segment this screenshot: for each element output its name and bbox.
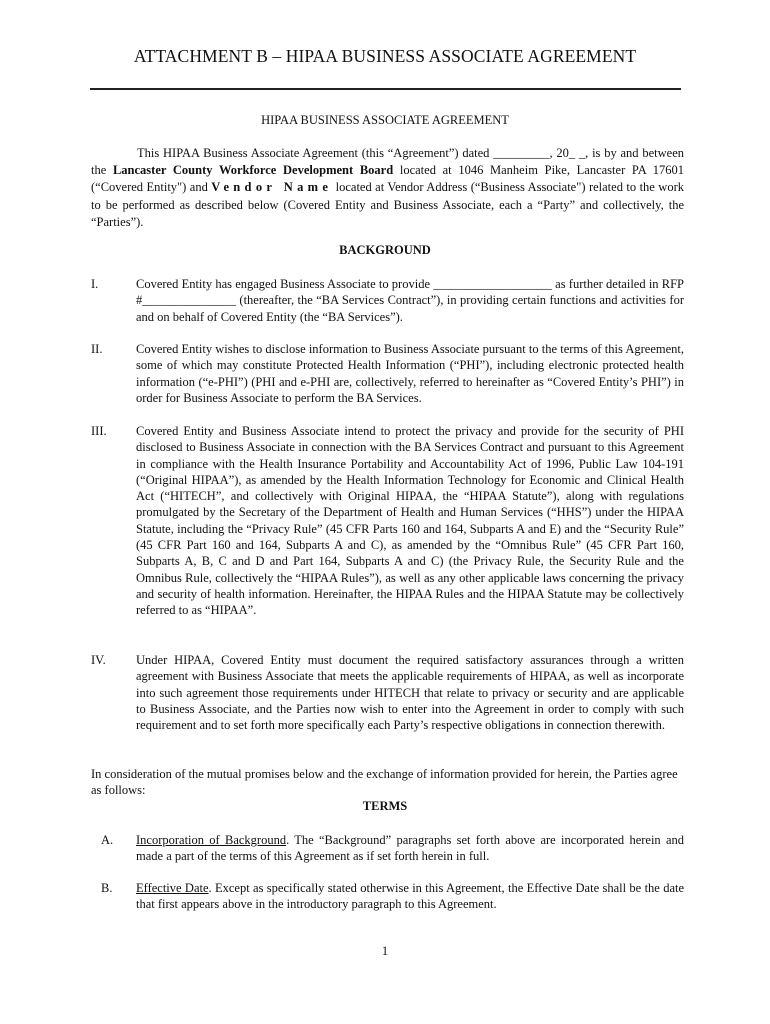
background-item [91,652,684,733]
intro-part2: located at 1046 Manheim Pike, Lancaster PA 17601 (“Covered Entity") and [91,163,684,195]
background-item-number: I. [91,277,99,291]
terms-item [91,832,684,865]
terms-item-text [136,880,684,913]
terms-item-title: Incorporation of Background [136,833,287,847]
covered-entity-name: Lancaster County Workforce Development Board [112,163,394,178]
page-number: 1 [381,944,389,958]
background-heading: BACKGROUND [339,243,431,257]
background-item-number: II. [91,342,103,356]
background-item-number: IV. [91,653,106,667]
background-item-text: Covered Entity has engaged Business Associate to provide ___________________ as further detailed in RFP #_______________ (thereafter, the “BA Services Contract”), in providing certain functions and activities for and on behalf of Covered Entity (the “BA Services”). [136,277,684,324]
consideration-paragraph: In consideration of the mutual promises below and the exchange of information provided for herein, the Parties agree as follows: [91,767,678,798]
terms-item-body: . Except as specifically stated otherwise in this Agreement, the Effective Date shall be the date that first appears above in the introductory paragraph to this Agreement. [136,881,685,912]
document-title: HIPAA BUSINESS ASSOCIATE AGREEMENT [261,113,509,127]
terms-item-text [136,832,684,865]
background-item-text: Covered Entity wishes to disclose information to Business Associate pursuant to the terms of this Agreement, some of which may constitute Protected Health Information (“PHI”), including electronic protected health information (“e-PHI”) (PHI and e-PHI are, collectively, referred to hereinafter as “Covered Entity’s PHI”) in order for Business Associate to perform the BA Services. [136,342,684,405]
attachment-title: ATTACHMENT B – HIPAA BUSINESS ASSOCIATE AGREEMENT [133,46,637,66]
intro-part1: This HIPAA Business Associate Agreement (this “Agreement”) dated _________, 20_ _, is by and between the [91,146,684,178]
background-item [91,341,684,406]
vendor-name: Vendor Name [211,180,333,195]
background-item [91,423,684,619]
intro-part3: located at Vendor Address (“Business Associate") related to the work to be performed as described below (Covered Entity and Business Associate, each a “Party” and collectively, the “Parties”). [91,180,684,229]
background-item-number: III. [91,424,107,438]
intro-paragraph [91,145,684,231]
terms-item-body: . The “Background” paragraphs set forth above are incorporated herein and made a part of the terms of this Agreement as if set forth herein in full. [136,833,685,864]
background-item-text: Under HIPAA, Covered Entity must document the required satisfactory assurances through a written agreement with Business Associate that meets the applicable requirements of HIPAA, as well as incorporate into such agreement those requirements under HITECH that relate to privacy or security and are applicable to Business Associate, and the Parties now wish to enter into the Agreement in order to comply with such requirement and to set forth more specifically each Party’s respective obligations in connection therewith. [136,653,684,733]
terms-heading: TERMS [362,799,408,813]
background-item [91,276,684,325]
background-item-text: Covered Entity and Business Associate intend to protect the privacy and provide for the security of PHI disclosed to Business Associate in connection with the BA Services Contract and pursuant to this Agreement in compliance with the Health Insurance Portability and Accountability Act of 1996, Public Law 104-191 (“Original HIPAA”), as amended by the Health Information Technology for Economic and Clinical Health Act (“HITECH”, and collectively with Original HIPAA, the “HIPAA Statute”), along with regulations promulgated by the Secretary of the Department of Health and Human Services (“HHS”) under the HIPAA Statute, including the “Privacy Rule” (45 CFR Parts 160 and 164, Subparts A and E) and the “Security Rule” (45 CFR Part 160 and 164, Subparts A and C), as amended by the “Omnibus Rule” (45 CFR Part 160, Subparts A, B, C and D and Part 164, Subparts A and C) (the Privacy Rule, the Security Rule and the Omnibus Rule, collectively the “HIPAA Rules”), as well as any other applicable laws concerning the privacy and security of health information. Hereinafter, the HIPAA Rules and the HIPAA Statute may be collectively referred to as “HIPAA”. [136,424,684,618]
terms-item-number: A. [101,833,114,847]
terms-item-number: B. [101,881,113,895]
title-divider [90,88,681,90]
terms-item-title: Effective Date [136,881,209,895]
terms-item [91,880,684,913]
